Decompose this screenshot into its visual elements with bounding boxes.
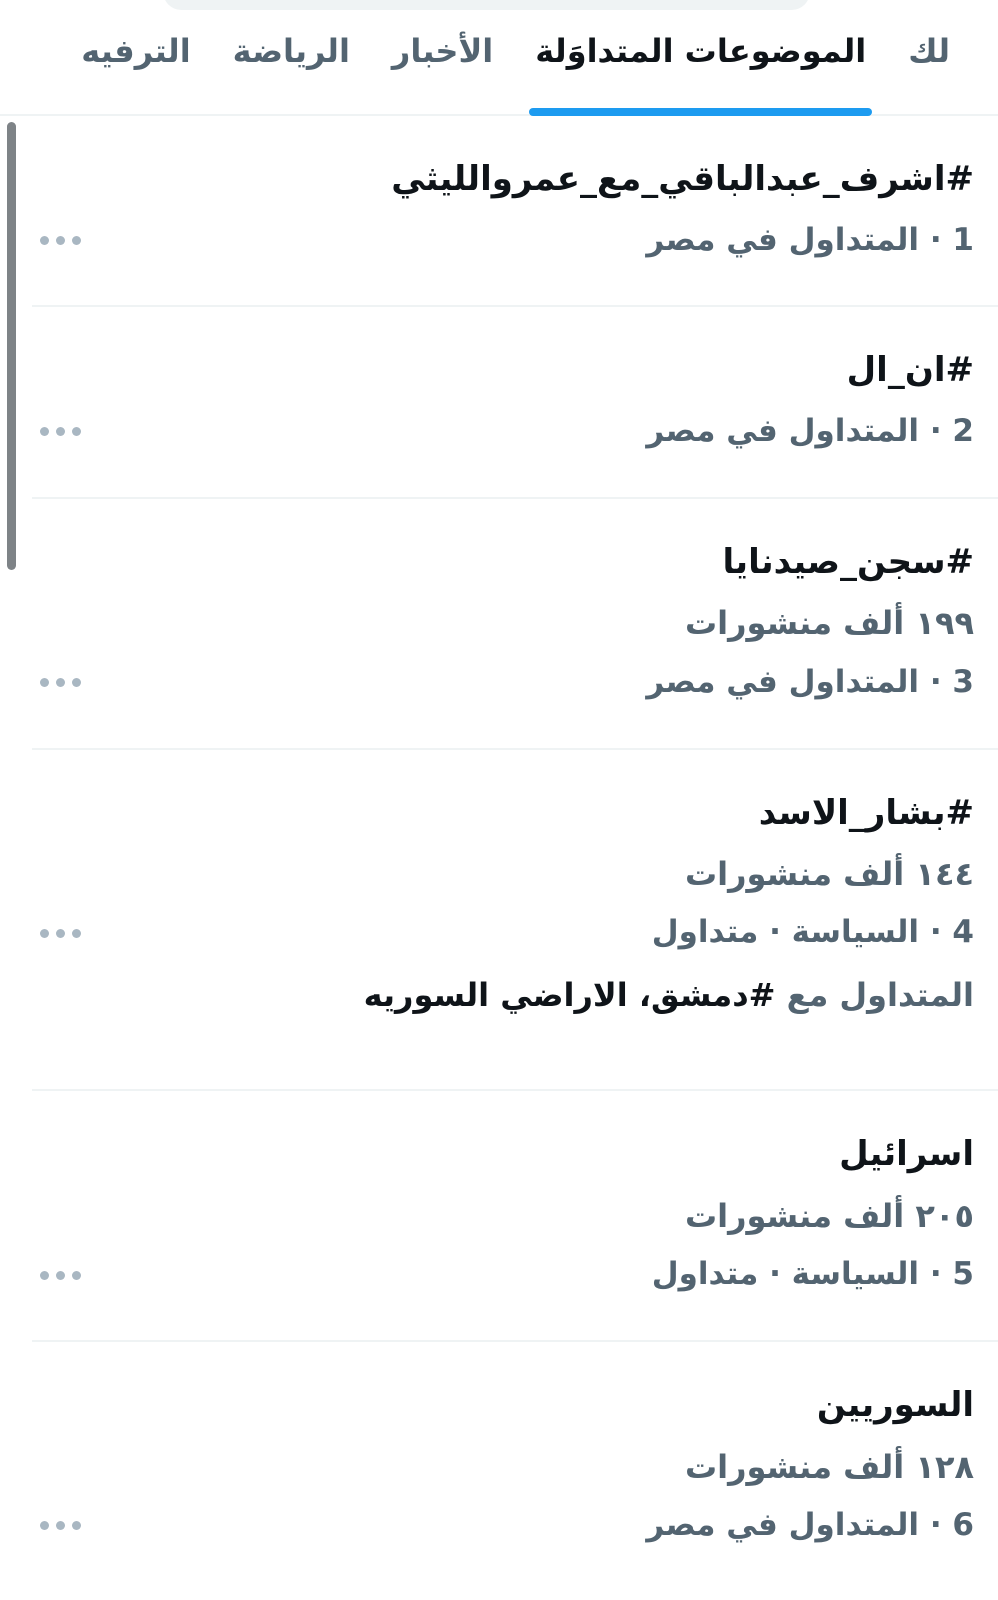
trend-name: #اشرف_عبدالباقي_مع_عمروالليثي xyxy=(391,159,974,199)
tab-bar xyxy=(0,0,998,116)
more-options-button[interactable] xyxy=(40,678,81,687)
trend-item[interactable] xyxy=(0,116,998,305)
trend-name: #ان_ال xyxy=(846,350,974,391)
more-dot-icon xyxy=(72,678,81,687)
trend-rank-context: 3 · المتداول في مصر xyxy=(646,663,974,700)
more-options-button[interactable] xyxy=(40,1271,81,1280)
tab-label: لك xyxy=(908,32,950,70)
tab-for-you[interactable] xyxy=(906,32,952,116)
tab-label: الأخبار xyxy=(391,32,494,70)
trend-post-count: ٢٠٥ ألف منشورات xyxy=(684,1196,974,1235)
trend-item[interactable] xyxy=(0,750,998,1090)
more-dot-icon xyxy=(72,1521,81,1530)
trending-with-prefix: المتداول مع xyxy=(775,976,974,1015)
trend-item[interactable] xyxy=(0,499,998,748)
more-options-button[interactable] xyxy=(40,236,81,245)
more-dot-icon xyxy=(72,1271,81,1280)
more-dot-icon xyxy=(56,1521,65,1530)
trend-meta-row xyxy=(0,1505,974,1547)
tab-trending[interactable] xyxy=(533,32,868,116)
active-tab-indicator xyxy=(529,108,872,116)
more-options-button[interactable] xyxy=(40,929,81,938)
trend-post-count: ١٩٩ ألف منشورات xyxy=(684,604,974,643)
more-dot-icon xyxy=(40,1521,49,1530)
trend-rank-context: 5 · السياسة · متداول xyxy=(651,1256,974,1293)
more-dot-icon xyxy=(40,236,49,245)
trend-list xyxy=(0,116,998,1591)
trending-with-terms: #دمشق، الاراضي السوريه xyxy=(363,976,776,1015)
trend-item[interactable] xyxy=(0,1091,998,1340)
more-dot-icon xyxy=(56,1271,65,1280)
trend-name: السوريين xyxy=(816,1384,974,1425)
trending-with xyxy=(0,974,974,1017)
trend-name: #بشار_الاسد xyxy=(758,792,974,833)
search-bar[interactable] xyxy=(163,0,810,10)
trend-item[interactable] xyxy=(0,307,998,496)
more-dot-icon xyxy=(40,427,49,436)
trend-meta-row xyxy=(0,662,974,704)
more-dot-icon xyxy=(56,427,65,436)
tab-news[interactable] xyxy=(390,32,495,116)
trend-meta-row xyxy=(0,220,974,262)
tab-entertainment[interactable] xyxy=(79,32,192,116)
trend-name: اسرائيل xyxy=(839,1134,974,1175)
trend-rank-context: 2 · المتداول في مصر xyxy=(646,413,974,450)
more-options-button[interactable] xyxy=(40,1521,81,1530)
trend-post-count: ١٢٨ ألف منشورات xyxy=(684,1447,974,1486)
trend-rank-context: 4 · السياسة · متداول xyxy=(651,914,974,951)
more-dot-icon xyxy=(72,427,81,436)
more-dot-icon xyxy=(72,929,81,938)
tab-label: الموضوعات المتداوَلة xyxy=(535,32,867,70)
tab-label: الترفيه xyxy=(81,32,191,70)
trend-meta-row xyxy=(0,1254,974,1296)
more-dot-icon xyxy=(40,929,49,938)
more-dot-icon xyxy=(56,678,65,687)
tab-sports[interactable] xyxy=(231,32,352,116)
trend-name: #سجن_صيدنايا xyxy=(722,541,974,582)
more-dot-icon xyxy=(56,236,65,245)
more-dot-icon xyxy=(72,236,81,245)
trend-item[interactable] xyxy=(0,1342,998,1591)
tab-label: الرياضة xyxy=(232,32,350,70)
trend-post-count: ١٤٤ ألف منشورات xyxy=(684,855,974,894)
trend-rank-context: 1 · المتداول في مصر xyxy=(646,221,974,258)
more-options-button[interactable] xyxy=(40,427,81,436)
trend-meta-row xyxy=(0,411,974,453)
more-dot-icon xyxy=(56,929,65,938)
trend-rank-context: 6 · المتداول في مصر xyxy=(646,1506,974,1543)
more-dot-icon xyxy=(40,678,49,687)
scrollbar-thumb[interactable] xyxy=(7,122,16,570)
more-dot-icon xyxy=(40,1271,49,1280)
trend-meta-row xyxy=(0,912,974,954)
